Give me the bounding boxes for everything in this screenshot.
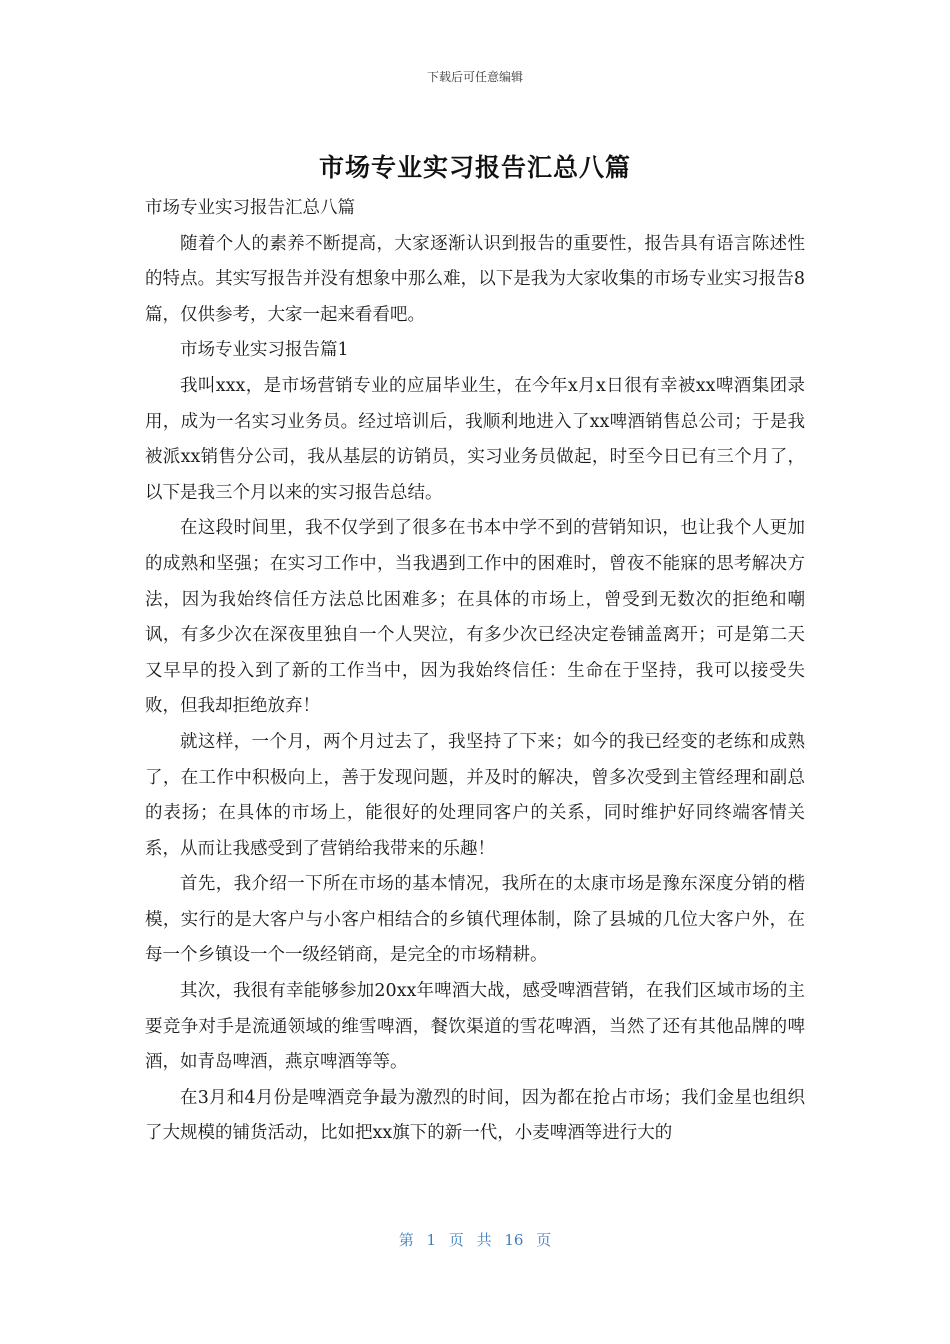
paragraph: 市场专业实习报告汇总八篇 <box>145 198 355 218</box>
paragraph: 在这段时间里，我不仅学到了很多在书本中学不到的营销知识，也让我个人更加的成熟和坚强；在实习工作中，当我遇到工作中的困难时，曾夜不能寐的思考解决方法，因为我始终信任方法总比困难多；在具体的市场上，曾受到无数次的拒绝和嘲讽，有多少次在深夜里独自一个人哭泣，有多少次已经决定卷铺盖离开；可是第二天又早早的投入到了新的工作当中，因为我始终信任：生命在于坚持，我可以接受失败，但我却拒绝放弃！ <box>145 518 805 717</box>
paragraph: 首先，我介绍一下所在市场的基本情况，我所在的太康市场是豫东深度分销的楷模，实行的是大客户与小客户相结合的乡镇代理体制，除了县城的几位大客户外，在每一个乡镇设一个一级经销商，是完全的市场精耕。 <box>145 874 805 966</box>
header-note: 下载后可任意编辑 <box>426 70 523 84</box>
paragraph: 其次，我很有幸能够参加20xx年啤酒大战，感受啤酒营销，在我们区域市场的主要竞争对手是流通领域的维雪啤酒，餐饮渠道的雪花啤酒，当然了还有其他品牌的啤酒，如青岛啤酒，燕京啤酒等等。 <box>145 981 805 1073</box>
document-title: 市场专业实习报告汇总八篇 <box>318 153 631 182</box>
page-footer: 第 1 页 共 16 页 <box>398 1231 552 1249</box>
paragraph: 就这样，一个月，两个月过去了，我坚持了下来；如今的我已经变的老练和成熟了，在工作中积极向上，善于发现问题，并及时的解决，曾多次受到主管经理和副总的表扬；在具体的市场上，能很好的处理同客户的关系，同时维护好同终端客情关系，从而让我感受到了营销给我带来的乐趣！ <box>145 731 805 859</box>
section-heading: 市场专业实习报告篇1 <box>180 340 349 361</box>
document-body <box>145 191 805 1152</box>
paragraph: 随着个人的素养不断提高，大家逐渐认识到报告的重要性，报告具有语言陈述性的特点。其实写报告并没有想象中那么难，以下是我为大家收集的市场专业实习报告8篇，仅供参考，大家一起来看看吧。 <box>145 233 805 325</box>
paragraph: 我叫xxx，是市场营销专业的应届毕业生，在今年x月x日很有幸被xx啤酒集团录用，成为一名实习业务员。经过培训后，我顺利地进入了xx啤酒销售总公司；于是我被派xx销售分公司，我从基层的访销员，实习业务员做起，时至今日已有三个月了，以下是我三个月以来的实习报告总结。 <box>145 375 805 503</box>
paragraph: 在3月和4月份是啤酒竞争最为激烈的时间，因为都在抢占市场；我们金星也组织了大规模的铺货活动，比如把xx旗下的新一代，小麦啤酒等进行大的 <box>145 1087 805 1144</box>
